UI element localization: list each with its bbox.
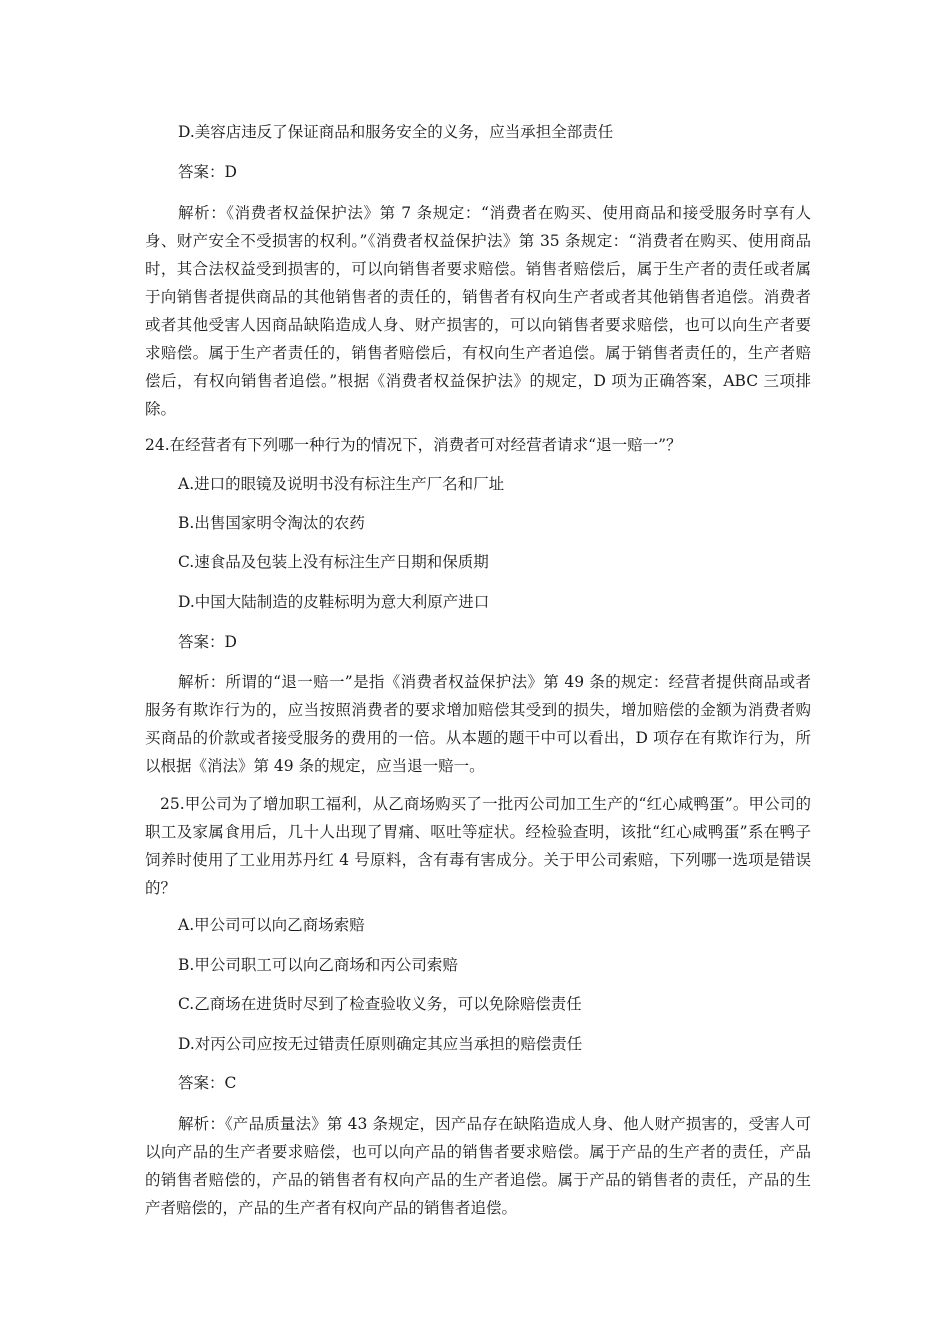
q25-question: 25.甲公司为了增加职工福利，从乙商场购买了一批丙公司加工生产的“红心咸鸭蛋”。甲公司的职工及家属食用后，几十人出现了胃痛、呕吐等症状。经检验查明，该批“红心咸鸭蛋”系在鸭子饲养时使用了工业用苏丹红 4 号原料，含有毒有害成分。关于甲公司索赔，下列哪一选项是错误的？ [145, 795, 811, 897]
q23-answer: 答案：D [178, 163, 237, 181]
q25-option-b: B.甲公司职工可以向乙商场和丙公司索赔 [178, 956, 458, 974]
q24-option-a: A.进口的眼镜及说明书没有标注生产厂名和厂址 [178, 475, 505, 493]
q24-option-b: B.出售国家明令淘汰的农药 [178, 514, 365, 532]
q24-analysis: 解析：所谓的“退一赔一”是指《消费者权益保护法》第 49 条的规定：经营者提供商品或者服务有欺诈行为的，应当按照消费者的要求增加赔偿其受到的损失，增加赔偿的金额为消费者购买商品的价款或者接受服务的费用的一倍。从本题的题干中可以看出，D 项存在有欺诈行为，所以根据《消法》第 49 条的规定，应当退一赔一。 [145, 673, 811, 775]
q25-answer: 答案：C [178, 1074, 237, 1092]
q25-option-c: C.乙商场在进货时尽到了检查验收义务，可以免除赔偿责任 [178, 995, 582, 1013]
q24-answer: 答案：D [178, 633, 237, 651]
q23-analysis: 解析：《消费者权益保护法》第 7 条规定：“消费者在购买、使用商品和接受服务时享有人身、财产安全不受损害的权利。”《消费者权益保护法》第 35 条规定：“消费者在购买、使用商品时，其合法权益受到损害的，可以向销售者要求赔偿。销售者赔偿后，属于生产者的责任或者属于向销售者提供商品的其他销售者的责任的，销售者有权向生产者或者其他销售者追偿。消费者或者其他受害人因商品缺陷造成人身、财产损害的，可以向销售者要求赔偿，也可以向生产者要求赔偿。属于生产者责任的，销售者赔偿后，有权向生产者追偿。属于销售者责任的，生产者赔偿后，有权向销售者追偿。”根据《消费者权益保护法》的规定，D 项为正确答案，ABC 三项排除。 [145, 204, 811, 418]
q25-option-d: D.对丙公司应按无过错责任原则确定其应当承担的赔偿责任 [178, 1035, 583, 1053]
q24-question: 24.在经营者有下列哪一种行为的情况下，消费者可对经营者请求“退一赔一”？ [145, 436, 682, 454]
q24-option-c: C.速食品及包装上没有标注生产日期和保质期 [178, 553, 489, 571]
q24-option-d: D.中国大陆制造的皮鞋标明为意大利原产进口 [178, 593, 490, 611]
q25-analysis: 解析：《产品质量法》第 43 条规定，因产品存在缺陷造成人身、他人财产损害的，受害人可以向产品的生产者要求赔偿，也可以向产品的销售者要求赔偿。属于产品的生产者的责任，产品的销售者赔偿的，产品的销售者有权向产品的生产者追偿。属于产品的销售者的责任，产品的生产者赔偿的，产品的生产者有权向产品的销售者追偿。 [145, 1115, 811, 1217]
q25-option-a: A.甲公司可以向乙商场索赔 [178, 916, 365, 934]
q23-option-d: D.美容店违反了保证商品和服务安全的义务，应当承担全部责任 [178, 123, 614, 141]
